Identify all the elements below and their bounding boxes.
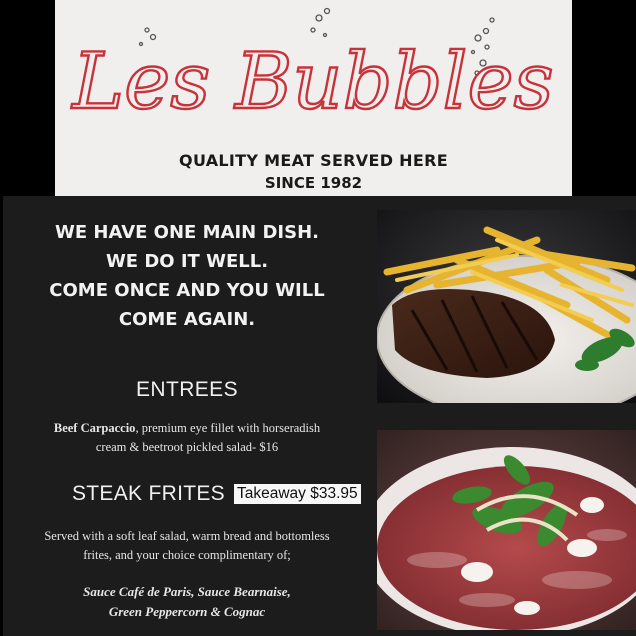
entree-desc: cream & beetroot pickled salad- $16 [95, 440, 279, 454]
motto [5, 218, 369, 334]
steak-desc-line: frites, and your choice complimentary of; [83, 548, 291, 562]
since-year: SINCE 1982 [264, 174, 363, 192]
tagline: QUALITY MEAT SERVED HERE [179, 151, 448, 170]
motto-line: WE HAVE ONE MAIN DISH. [55, 222, 319, 243]
steak-heading: STEAK FRITES [72, 482, 225, 505]
takeaway-price-badge: Takeaway $33.95 [234, 484, 361, 504]
entree-desc: , premium eye fillet with horseradish [135, 421, 321, 435]
sauce-line: Green Peppercorn & Cognac [108, 604, 266, 619]
entree-item [18, 419, 356, 457]
motto-line: WE DO IT WELL. [105, 251, 269, 272]
entrees-heading: ENTREES [136, 378, 238, 401]
motto-line: COME ONCE AND YOU WILL [49, 280, 325, 301]
header-banner [55, 0, 572, 196]
steak-desc-line: Served with a soft leaf salad, warm bread and bottomless [44, 529, 330, 543]
logo [55, 0, 572, 150]
steak-frites-photo [377, 210, 636, 403]
steak-description [14, 527, 360, 565]
motto-line: COME AGAIN. [118, 309, 256, 330]
sauce-line: Sauce Café de Paris, Sauce Bearnaise, [83, 584, 291, 599]
entree-name: Beef Carpaccio [53, 421, 136, 435]
beef-carpaccio-photo [377, 430, 636, 630]
sauce-options [14, 582, 360, 622]
logo-text: Les Bubbles [72, 37, 554, 127]
